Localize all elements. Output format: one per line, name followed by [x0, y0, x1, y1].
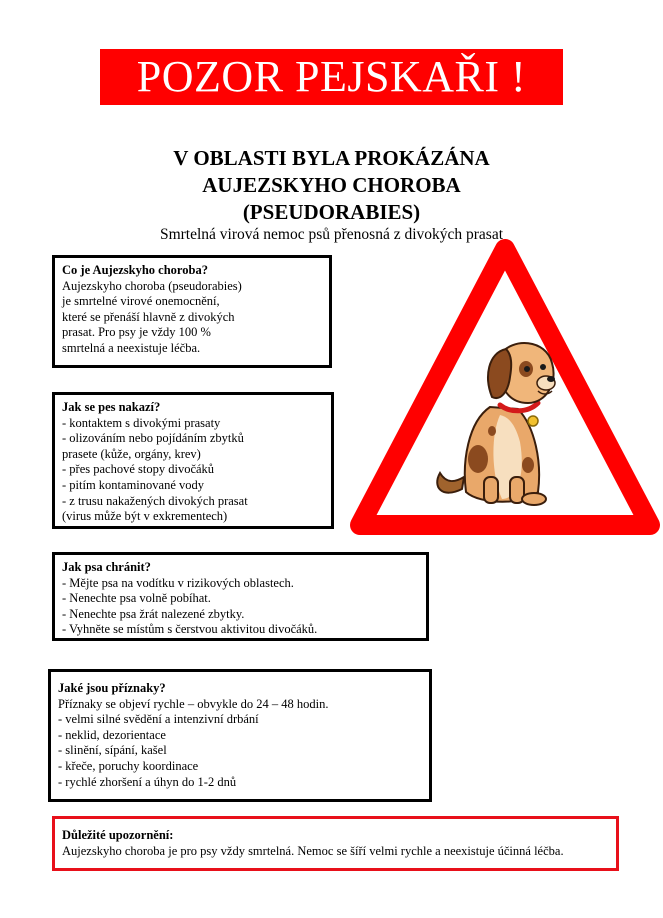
box-line: Aujezskyho choroba (pseudorabies) — [62, 278, 242, 293]
box-title: Co je Aujezskyho choroba? — [62, 263, 208, 277]
headline — [0, 145, 663, 226]
subtitle: Smrtelná virová nemoc psů přenosná z divokých prasat — [159, 226, 504, 243]
box-line: - Vyhněte se místům s čerstvou aktivitou divočáků. — [62, 622, 318, 637]
important-notice-box — [52, 816, 619, 871]
box-line: je smrtelné virové onemocnění, — [62, 294, 220, 309]
box-line: které se přenáší hlavně z divokých — [62, 309, 235, 324]
dog-warning-triangle-icon — [350, 237, 660, 537]
box-line: - křeče, poruchy koordinace — [58, 758, 199, 773]
box-line: - velmi silné svědění a intenzivní drbání — [58, 712, 259, 727]
headline-line-3: (PSEUDORABIES) — [242, 200, 421, 224]
box-line: - neklid, dezorientace — [58, 727, 166, 742]
box-title: Jak psa chránit? — [62, 560, 151, 574]
box-title: Důležité upozornění: — [62, 828, 174, 842]
box-title: Jaké jsou příznaky? — [58, 681, 166, 695]
box-line: smrtelná a neexistuje léčba. — [62, 340, 201, 355]
box-line: - kontaktem s divokými prasaty — [62, 415, 221, 430]
headline-line-2: AUJEZSKYHO CHOROBA — [202, 173, 461, 197]
info-box-symptoms — [48, 669, 432, 802]
box-line: - Nenechte psa volně pobíhat. — [62, 591, 211, 606]
box-line: prasat. Pro psy je vždy 100 % — [62, 325, 211, 340]
info-box-protection — [52, 552, 429, 641]
box-title: Jak se pes nakazí? — [62, 400, 161, 414]
box-line: - olizováním nebo pojídáním zbytků — [62, 431, 244, 446]
headline-line-1: V OBLASTI BYLA PROKÁZÁNA — [173, 146, 490, 170]
info-box-infection — [52, 392, 334, 529]
box-line: Příznaky se objeví rychle – obvykle do 24 – 48 hodin. — [58, 696, 329, 711]
box-line: (virus může být v exkrementech) — [62, 509, 228, 524]
box-line: - pitím kontaminované vody — [62, 477, 204, 492]
info-box-what-is — [52, 255, 332, 368]
box-line: - Nenechte psa žrát nalezené zbytky. — [62, 606, 245, 621]
box-line: prasete (kůže, orgány, krev) — [62, 446, 201, 461]
warning-banner: POZOR PEJSKAŘI ! — [100, 49, 563, 105]
box-line: - Mějte psa na vodítku v rizikových oblastech. — [62, 575, 294, 590]
box-line: - rychlé zhoršení a úhyn do 1-2 dnů — [58, 774, 237, 789]
box-line: - přes pachové stopy divočáků — [62, 462, 215, 477]
box-line: Aujezskyho choroba je pro psy vždy smrtelná. Nemoc se šíří velmi rychle a neexistuje účinná léčba. — [62, 843, 564, 858]
box-line: - z trusu nakažených divokých prasat — [62, 493, 248, 508]
box-line: - slinění, sípání, kašel — [58, 743, 167, 758]
